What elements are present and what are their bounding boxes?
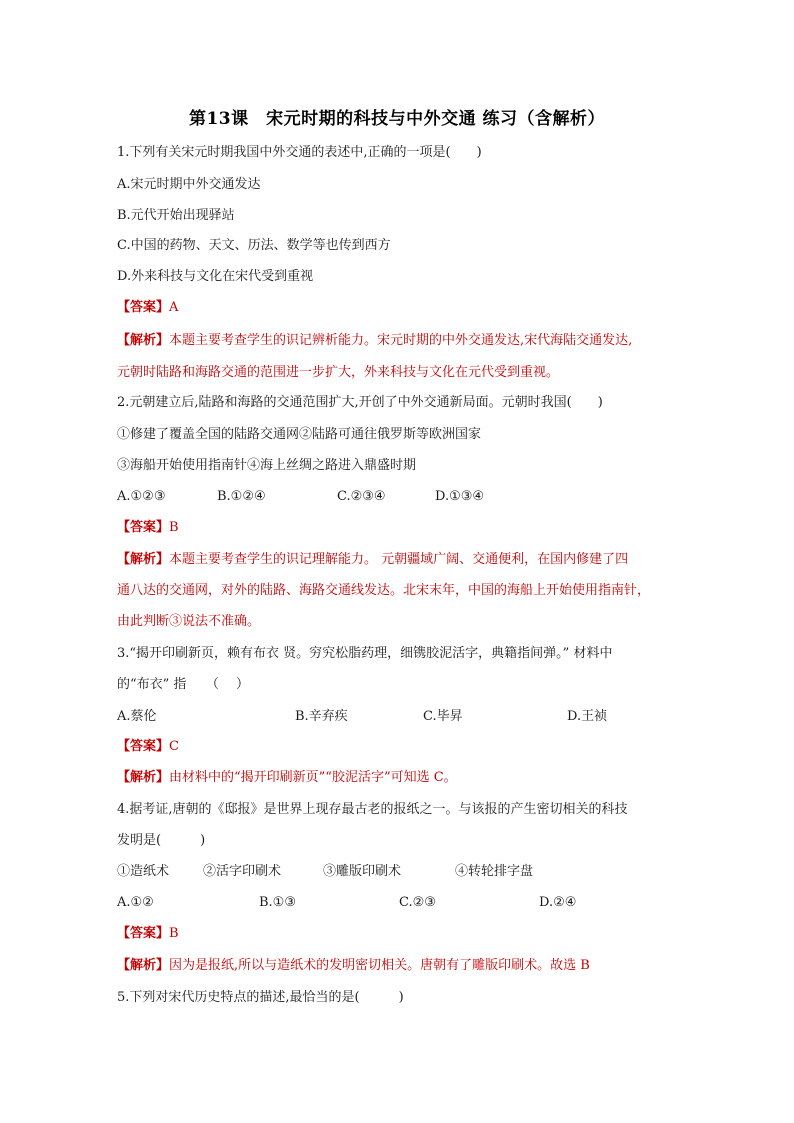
answer-value: A	[169, 300, 179, 315]
q1-analysis-line-1: 【解析】本题主要考查学生的识记辨析能力。宋元时期的中外交通发达,宋代海陆交通发达,	[117, 333, 633, 348]
q1-option-b: B.元代开始出现驿站	[117, 208, 235, 223]
q2-option-d: D.①③④	[435, 489, 485, 504]
answer-tag: 【答案】	[117, 520, 170, 535]
q4-item-4: ④转轮排字盘	[455, 864, 534, 879]
answer-value: C	[169, 739, 179, 754]
q4-option-d: D.②④	[539, 895, 577, 910]
analysis-tag: 【解析】	[117, 770, 170, 785]
q2-analysis-line-1: 【解析】本题主要考查学生的识记理解能力。 元朝疆域广阔、交通便利，在国内修建了四	[117, 552, 629, 567]
q1-stem: 1.下列有关宋元时期我国中外交通的表述中,正确的一项是( )	[117, 145, 482, 160]
analysis-tag: 【解析】	[117, 333, 170, 348]
q1-answer	[117, 298, 178, 318]
analysis-tag: 【解析】	[117, 958, 170, 973]
q2-item-line-1: ①修建了覆盖全国的陆路交通网②陆路可通往俄罗斯等欧洲国家	[117, 427, 482, 442]
q5-stem: 5.下列对宋代历史特点的描述,最恰当的是( )	[117, 990, 404, 1005]
analysis-tag: 【解析】	[117, 552, 170, 567]
q4-item-2: ②活字印刷术	[203, 864, 282, 879]
q1-option-c: C.中国的药物、天文、历法、数学等也传到西方	[117, 238, 391, 253]
q2-answer	[117, 518, 179, 538]
q2-analysis-line-3: 由此判断③说法不准确。	[117, 614, 261, 629]
q1-analysis-line-2: 元朝时陆路和海路交通的范围进一步扩大，外来科技与文化在元代受到重视。	[117, 365, 560, 380]
q3-option-c: C.毕昇	[423, 709, 463, 724]
q2-options	[117, 487, 677, 507]
q4-item-1: ①造纸术	[117, 864, 170, 879]
answer-tag: 【答案】	[117, 739, 170, 754]
q4-items	[117, 862, 677, 882]
q3-stem-line-2: 的“布衣” 指 （ ）	[117, 677, 250, 692]
q1-option-d: D.外来科技与文化在宋代受到重视	[117, 269, 314, 284]
q4-options	[117, 893, 677, 913]
q3-analysis: 【解析】由材料中的“揭开印刷新页”“胶泥活字”可知选 C。	[117, 770, 457, 785]
q2-analysis-line-2: 通八达的交通网，对外的陆路、海路交通线发达。北宋末年，中国的海船上开始使用指南针，	[117, 583, 651, 598]
q2-option-c: C.②③④	[337, 489, 386, 504]
q2-option-b: B.①②④	[217, 489, 266, 504]
q3-option-d: D.王祯	[567, 709, 608, 724]
answer-value: B	[169, 520, 179, 535]
answer-tag: 【答案】	[117, 300, 170, 315]
q4-analysis: 【解析】因为是报纸,所以与造纸术的发明密切相关。唐朝有了雕版印刷术。故选 B	[117, 958, 590, 973]
q4-option-a: A.①②	[117, 895, 154, 910]
answer-value: B	[169, 926, 179, 941]
q4-option-c: C.②③	[399, 895, 436, 910]
q1-option-a: A.宋元时期中外交通发达	[117, 177, 261, 192]
q4-answer	[117, 924, 179, 944]
q4-item-3: ③雕版印刷术	[323, 864, 402, 879]
answer-tag: 【答案】	[117, 926, 170, 941]
q3-stem-line-1: 3.“揭开印刷新页，赖有布衣 贤。穷究松脂药理，细镌胶泥活字，典籍指间弹。” 材料中	[117, 646, 613, 661]
q2-option-a: A.①②③	[117, 489, 166, 504]
q3-options	[117, 707, 717, 727]
q3-option-b: B.辛弃疾	[295, 709, 348, 724]
q4-stem-line-2: 发明是( )	[117, 833, 206, 848]
q3-answer	[117, 737, 179, 757]
q4-stem-line-1: 4.据考证,唐朝的《邸报》是世界上现存最古老的报纸之一。与该报的产生密切相关的科技	[117, 802, 628, 817]
q4-option-b: B.①③	[259, 895, 296, 910]
q2-item-line-2: ③海船开始使用指南针④海上丝绸之路进入鼎盛时期	[117, 458, 417, 473]
page-title: 第13课 宋元时期的科技与中外交通 练习（含解析）	[188, 109, 606, 129]
q2-stem: 2.元朝建立后,陆路和海路的交通范围扩大,开创了中外交通新局面。元朝时我国( )	[117, 395, 603, 410]
q3-option-a: A.蔡伦	[117, 709, 157, 724]
